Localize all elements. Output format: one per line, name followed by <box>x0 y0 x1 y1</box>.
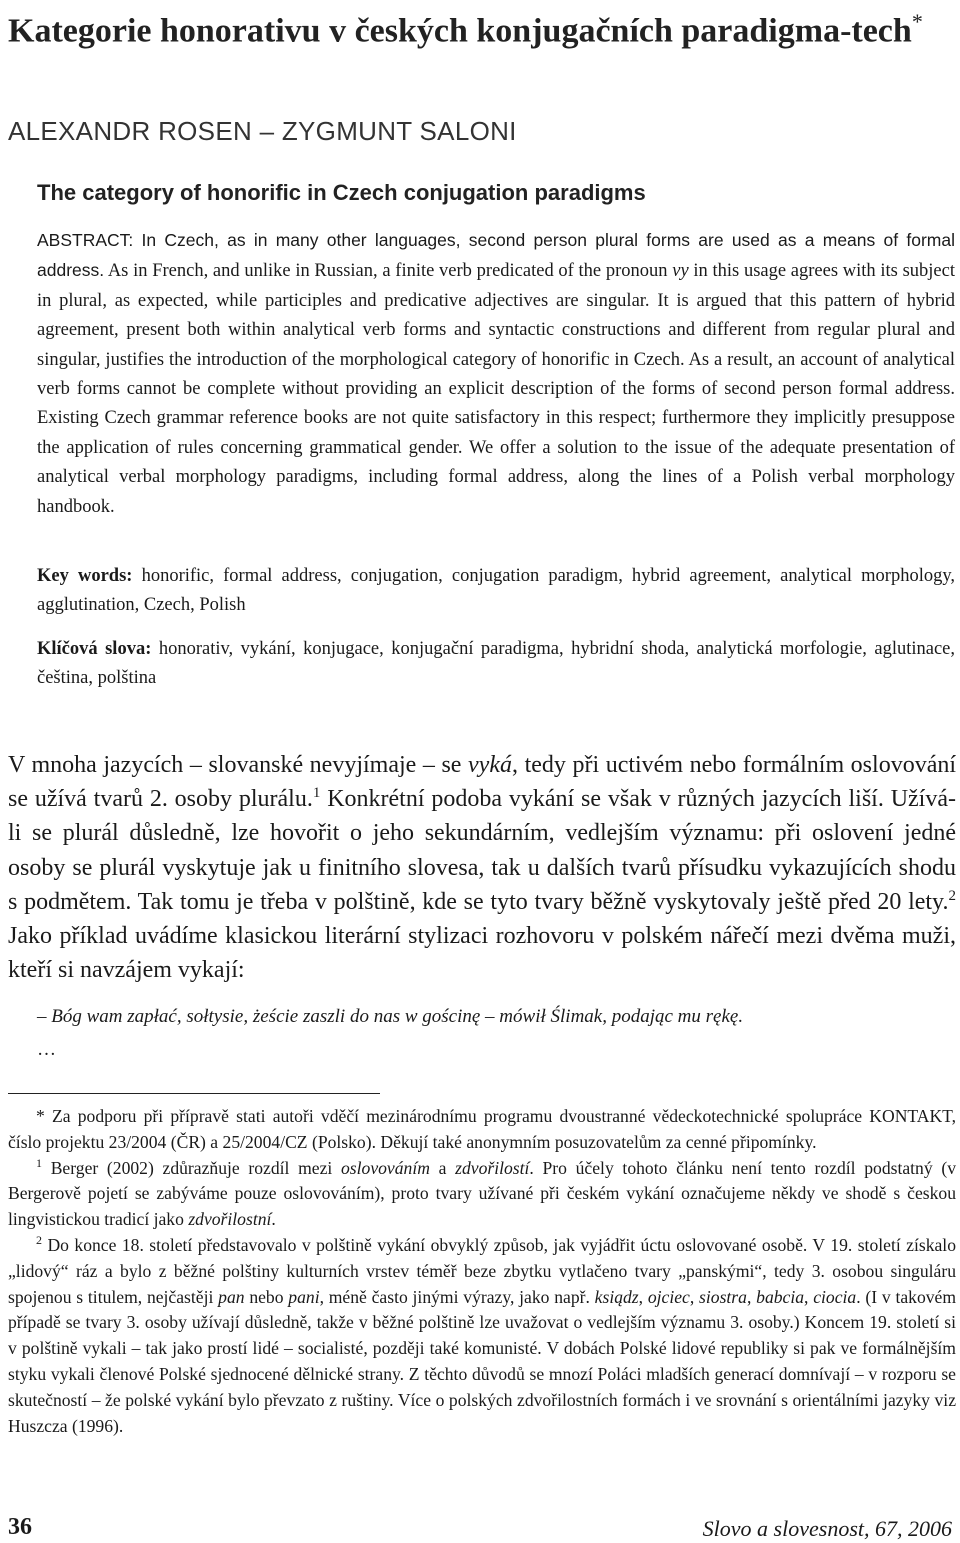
keywords-english <box>37 562 955 621</box>
page-number: 36 <box>8 1514 32 1540</box>
body-paragraph: V mnoha jazycích – slovanské nevyjímaje – se vyká, tedy při uctivém nebo formálním oslovování se užívá tvarů 2. osoby plurálu.$^1$ Konkrétní podoba vykání se však v různých jazycích liší. Užívá-li se plurál důsledně, lze hovořit o jeho sekundárním, vedlejším významu: při oslovení jedné osoby se plurál vyskytuje jak u finitního slovesa, tak u dalších tvarů přísudku vykazujících shodu s podmětem. Tak tomu je třeba v polštině, kde se tyto tvary běžně vyskytovaly ještě před 20 lety.$^2$ Jako příklad uvádíme klasickou literární stylizaci rozhovoru v polském nářečí mezi dvěma muži, kteří si navzájem vykají: <box>8 752 957 984</box>
footnote-separator <box>8 1093 380 1094</box>
article-title: Kategorie honorativu v českých konjugačních paradigma-tech* <box>8 9 923 50</box>
footnote-1-mark: 1 <box>36 1155 42 1170</box>
footnote-ref-2[interactable]: 2 <box>948 887 956 904</box>
term-vyka: vyká <box>468 752 512 778</box>
footnote-2: $^2$ Do konce 18. století představovalo v polštině vykání obvyklý způsob, jak vyjádřit úctu oslovované osobě. V 19. století získalo „lidový“ ráz a bylo z běžné polštiny kulturních vrstev téměř beze zbytku vytlačeno tvary „panskými“, tedy 3. osobou singuláru spojenou s titulem, nejčastěji pan nebo pani, méně často jinými výrazy, jako např. ksiądz, ojciec, siostra, babcia, ciocia. (I v takovém případě se tvary 3. osoby užívají důsledně, takže v běžné polštině lze uvažovat o vedlejším významu 3. osoby.) Koncem 19. století si v polštině vykali – tak jako prostí lidé – socialisté, později také komunisté. V dobách Polské lidové republiky si pak ve formálnějším styku vykali členové Polské sjednocené dělnické strany. Z těchto důvodů se mnozí Poláci mladších generací domnívají – v rozporu se skutečností – že polské vykání bylo převzato z ruštiny. Více o polských zdvořilostních formách i ve srovnání s orientálními jazyky viz Huszcza (1996). <box>8 1233 957 1436</box>
example-quote: – Bóg wam zapłać, sołtysie, żeście zaszli do nas w gościnę – mówił Ślimak, podając mu rękę. <box>37 1006 744 1027</box>
journal-citation: Slovo a slovesnost, 67, 2006 <box>702 1516 952 1541</box>
keywords-label-cz: Klíčová slova: <box>37 639 152 659</box>
title-footnote-mark[interactable]: * <box>911 9 923 34</box>
keywords-czech <box>37 635 955 694</box>
keywords-label: Key words: <box>37 566 133 586</box>
footnote-1: $^1$ Berger (2002) zdůrazňuje rozdíl mezi oslovováním a zdvořilostí. Pro účely tohoto článku není tento rozdíl podstatný (v Bergerově pojetí se zabýváme pouze oslovováním), proto tvary užívané při českém vykání označujeme někdy ve shodě s českou lingvistickou tradicí jako zdvořilostní. <box>8 1155 957 1230</box>
footnote-star: * Za podporu při přípravě stati autoři vděčí mezinárodnímu programu dvoustranné vědeckotechnické spolupráce KONTAKT, číslo projektu 23/2004 (ČR) a 25/2004/CZ (Polsko). Děkují také anonymním posuzovatelům za cenné připomínky. <box>8 1106 956 1152</box>
footnotes <box>8 1104 956 1439</box>
abstract: ABSTRACT: In Czech, as in many other languages, second person plural forms are used as a means of formal address. As in French, and unlike in Russian, a finite verb predicated of the pronoun vy in this usage agrees with its subject in plural, as expected, while participles and predicative adjectives are singular. It is argued that this pattern of hybrid agreement, present both within analytical verb forms and syntactic constructions and different from regular plural and singular, justifies the introduction of the morphological category of honorific in Czech. As a result, an account of analytical verb forms cannot be complete without providing an explicit description of the forms of second person formal address. Existing Czech grammar reference books are not quite satisfactory in this respect; furthermore they implicitly presuppose the application of rules concerning grammatical gender. We offer a solution to the issue of the adequate presentation of analytical verbal morphology paradigms, including formal address, along the lines of a Polish verbal morphology handbook. <box>37 230 955 517</box>
footnote-ref-1[interactable]: 1 <box>312 785 321 802</box>
keywords-list: honorific, formal address, conjugation, conjugation paradigm, hybrid agreement, analytical morphology, agglutination, Czech, Polish <box>37 566 956 616</box>
footnote-2-mark: 2 <box>36 1233 42 1248</box>
english-title: The category of honorific in Czech conjugation paradigms <box>37 180 646 205</box>
pronoun-vy: vy <box>672 261 689 282</box>
authors: ALEXANDR ROSEN – ZYGMUNT SALONI <box>8 116 517 146</box>
abstract-lead: ABSTRACT: In Czech, as in many other languages, second person plural forms are used as a means of formal address. <box>37 230 955 281</box>
example-ellipsis: … <box>37 1039 56 1060</box>
keywords-list-cz: honorativ, vykání, konjugace, konjugační paradigma, hybridní shoda, analytická morfologie, aglutinace, čeština, polština <box>37 639 956 689</box>
